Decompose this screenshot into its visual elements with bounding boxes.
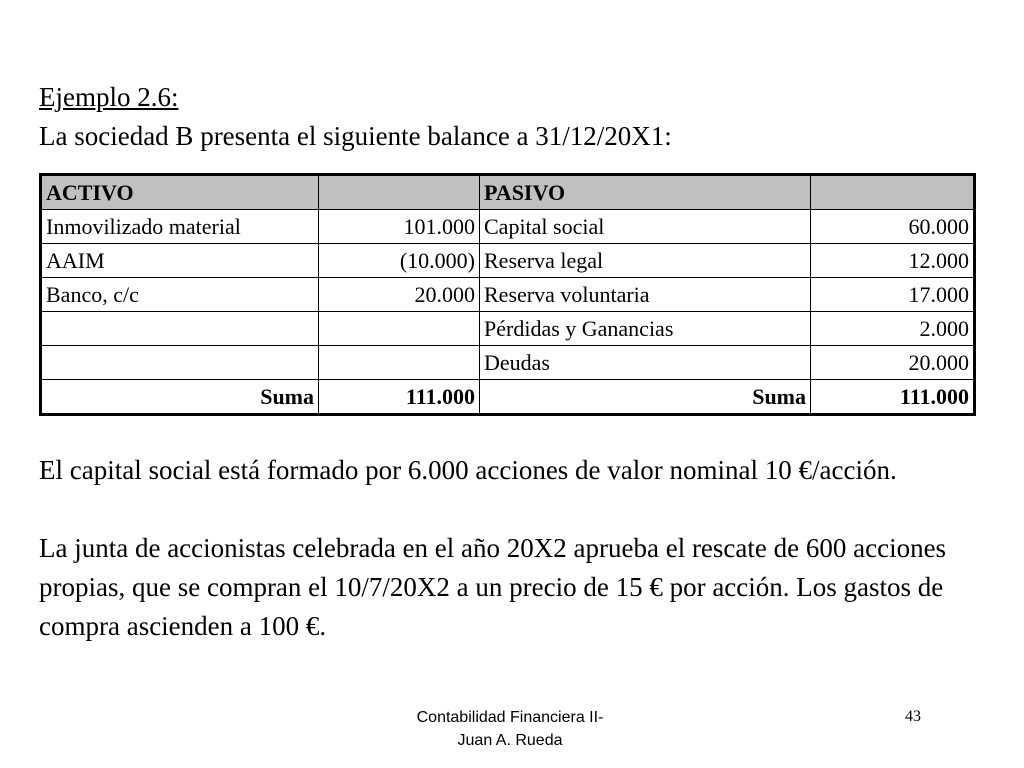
header-pasivo: PASIVO (480, 175, 811, 210)
pasivo-value: 12.000 (811, 244, 975, 278)
table-row (41, 278, 975, 312)
activo-value (319, 346, 480, 380)
activo-value: 20.000 (319, 278, 480, 312)
pasivo-label: Reserva voluntaria (480, 278, 811, 312)
pasivo-value: 17.000 (811, 278, 975, 312)
pasivo-label: Deudas (480, 346, 811, 380)
activo-value: 101.000 (319, 210, 480, 244)
paragraph-capital: El capital social está formado por 6.000 acciones de valor nominal 10 €/acción. (39, 455, 897, 485)
pasivo-value: 60.000 (811, 210, 975, 244)
activo-total-label: Suma (41, 380, 319, 415)
table-row (41, 210, 975, 244)
pasivo-label: Pérdidas y Ganancias (480, 312, 811, 346)
activo-total-value: 111.000 (319, 380, 480, 415)
activo-label: AAIM (41, 244, 319, 278)
table-row (41, 346, 975, 380)
pasivo-label: Capital social (480, 210, 811, 244)
table-row (41, 312, 975, 346)
activo-label (41, 312, 319, 346)
balance-table (39, 173, 976, 416)
example-subheading: La sociedad B presenta el siguiente balance a 31/12/20X1: (39, 121, 672, 151)
header-empty-1 (319, 175, 480, 210)
pasivo-total-value: 111.000 (811, 380, 975, 415)
pasivo-value: 2.000 (811, 312, 975, 346)
activo-label (41, 346, 319, 380)
activo-label: Banco, c/c (41, 278, 319, 312)
pasivo-value: 20.000 (811, 346, 975, 380)
example-heading: Ejemplo 2.6: (39, 82, 179, 112)
paragraph-rescate: La junta de accionistas celebrada en el año 20X2 aprueba el rescate de 600 acciones propias, que se compran el 10/7/20X2 a un precio de 15 € por acción. Los gastos de compra ascienden a 100 €. (39, 533, 947, 641)
pasivo-label: Reserva legal (480, 244, 811, 278)
activo-label: Inmovilizado material (41, 210, 319, 244)
footer-credit (360, 706, 660, 752)
table-header-row (41, 175, 975, 210)
table-row (41, 244, 975, 278)
activo-value (319, 312, 480, 346)
page-number: 43 (905, 708, 921, 725)
header-activo: ACTIVO (41, 175, 319, 210)
footer-line-2: Juan A. Rueda (457, 732, 563, 749)
footer-line-1: Contabilidad Financiera II- (416, 709, 604, 726)
activo-value: (10.000) (319, 244, 480, 278)
pasivo-total-label: Suma (480, 380, 811, 415)
header-empty-2 (811, 175, 975, 210)
table-total-row (41, 380, 975, 415)
